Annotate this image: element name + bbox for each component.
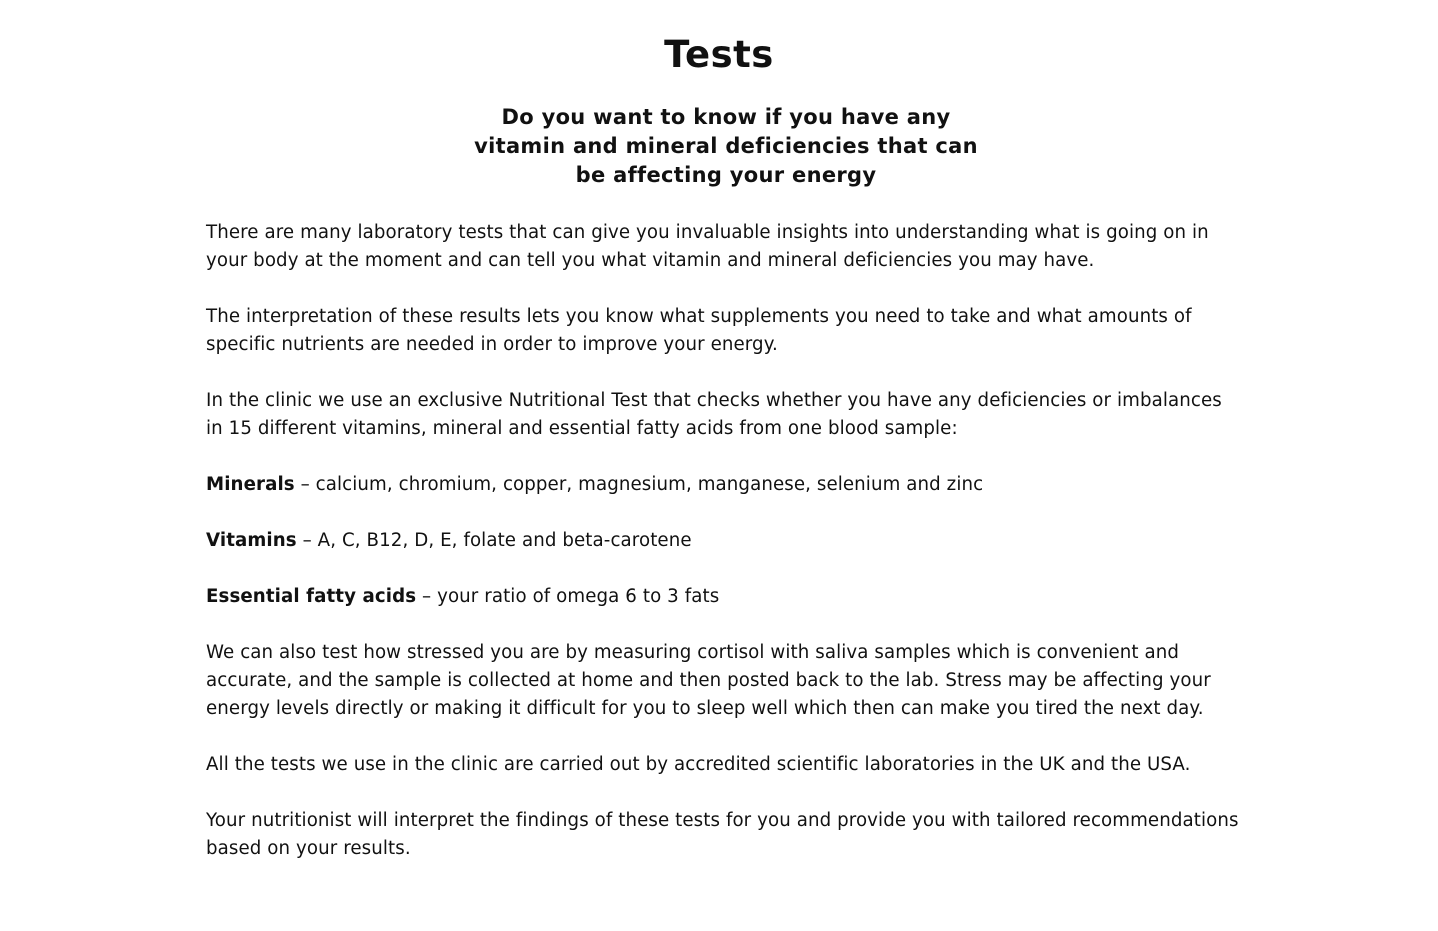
fatty-acids-label: Essential fatty acids — [206, 586, 417, 607]
vitamins-item — [206, 527, 1242, 555]
labs-paragraph: All the tests we use in the clinic are carried out by accredited scientific laboratories in the UK and the USA. — [206, 754, 1191, 775]
clinic-test-paragraph: In the clinic we use an exclusive Nutritional Test that checks whether you have any deficiencies or imbalances in 15 different vitamins, mineral and essential fatty acids from one blood sample: — [206, 390, 1222, 439]
fatty-acids-text: – your ratio of omega 6 to 3 fats — [416, 586, 720, 607]
article-body — [206, 219, 1242, 891]
intro-paragraph: There are many laboratory tests that can give you invaluable insights into understanding what is going on in your body at the moment and can tell you what vitamin and mineral deficiencies you may have. — [206, 222, 1209, 271]
minerals-text: – calcium, chromium, copper, magnesium, manganese, selenium and zinc — [294, 474, 984, 495]
minerals-item — [206, 471, 1242, 499]
page-title: Tests — [664, 33, 774, 76]
nutritionist-paragraph: Your nutritionist will interpret the findings of these tests for you and provide you with tailored recommendations based on your results. — [206, 810, 1239, 859]
minerals-label: Minerals — [206, 474, 295, 495]
fatty-acids-item — [206, 583, 1242, 611]
page-subtitle: Do you want to know if you have any vitamin and mineral deficiencies that can be affecting your energy — [474, 105, 978, 187]
vitamins-text: – A, C, B12, D, E, folate and beta-carotene — [296, 530, 692, 551]
vitamins-label: Vitamins — [206, 530, 297, 551]
stress-paragraph: We can also test how stressed you are by measuring cortisol with saliva samples which is convenient and accurate, and the sample is collected at home and then posted back to the lab. Stress may be affecting your energy levels directly or making it difficult for you to sleep well which then can make you tired the next day. — [206, 642, 1211, 719]
interpretation-paragraph: The interpretation of these results lets you know what supplements you need to take and what amounts of specific nutrients are needed in order to improve your energy. — [206, 306, 1192, 355]
